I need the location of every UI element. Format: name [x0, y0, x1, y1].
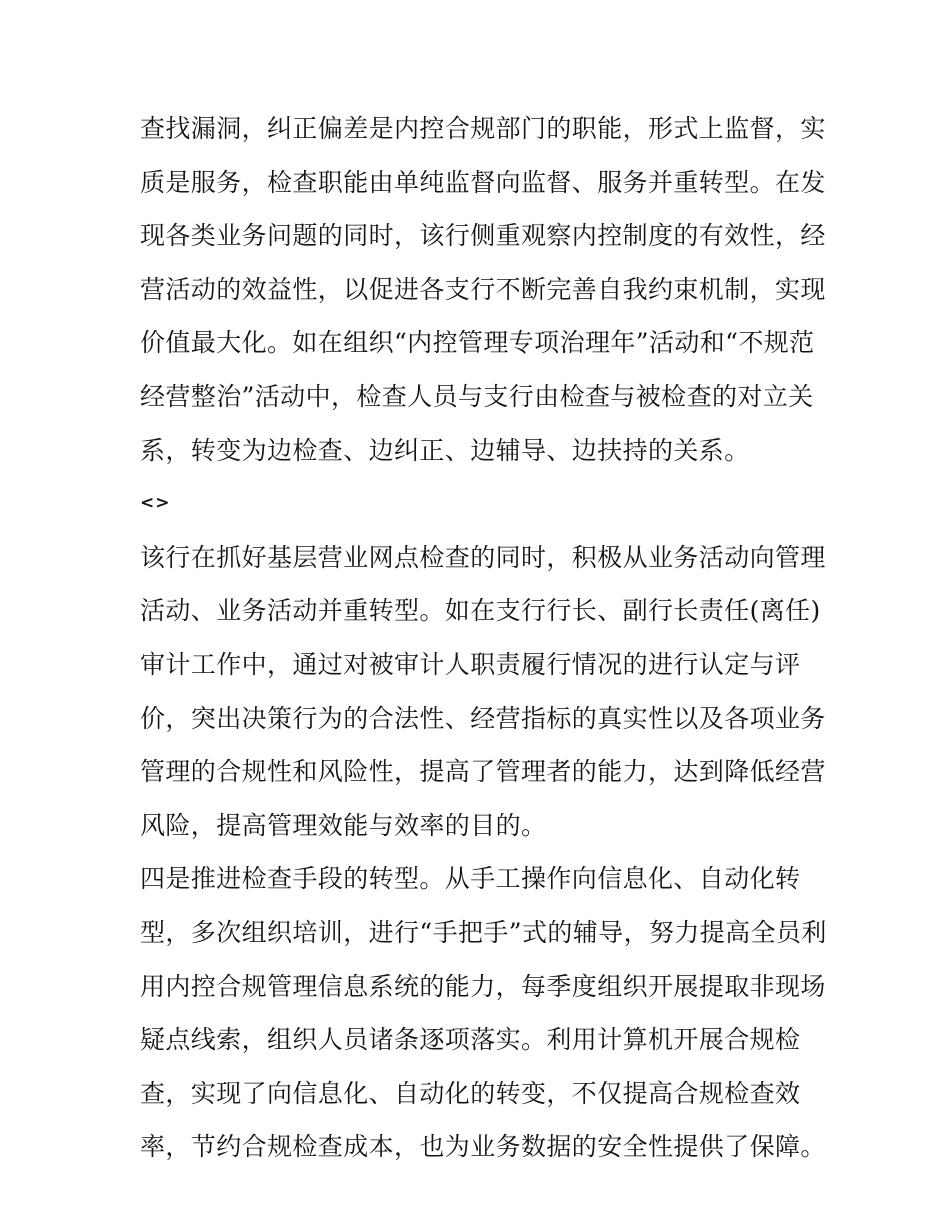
paragraph-review-function	[140, 102, 826, 477]
text-line: 价，突出决策行为的合法性、经营指标的真实性以及各项业务	[140, 703, 826, 733]
text-line: 型，多次组织培训，进行“手把手”式的辅导，努力提高全员利	[140, 917, 827, 947]
text-line: 率，节约合规检查成本，也为业务数据的安全性提供了保障。	[140, 1132, 826, 1162]
text-line: 价值最大化。如在组织“内控管理专项治理年”活动和“不规范	[140, 328, 815, 358]
text-line: 查，实现了向信息化、自动化的转变，不仅提高合规检查效	[140, 1078, 801, 1108]
text-line: 经营整治”活动中，检查人员与支行由检查与被检查的对立关	[140, 381, 814, 411]
text-line: 疑点线索，组织人员诸条逐项落实。利用计算机开展合规检	[140, 1025, 801, 1055]
text-line: 审计工作中，通过对被审计人职责履行情况的进行认定与评	[140, 649, 801, 679]
paragraph-inspection-methods	[140, 852, 827, 1174]
text-line: 营活动的效益性，以促进各支行不断完善自我约束机制，实现	[140, 274, 826, 304]
text-line: 质是服务，检查职能由单纯监督向监督、服务并重转型。在发	[140, 167, 826, 197]
text-line: 用内控合规管理信息系统的能力，每季度组织开展提取非现场	[140, 971, 826, 1001]
text-line: 风险，提高管理效能与效率的目的。	[140, 810, 547, 840]
text-line: 四是推进检查手段的转型。从手工操作向信息化、自动化转	[140, 864, 801, 894]
paragraph-management-audit	[140, 531, 826, 853]
text-line: 活动、业务活动并重转型。如在支行行长、副行长责任(离任)	[140, 596, 821, 626]
text-line: 现各类业务问题的同时，该行侧重观察内控制度的有效性，经	[140, 221, 826, 251]
document-body	[140, 102, 827, 1174]
text-line: 管理的合规性和风险性，提高了管理者的能力，达到降低经营	[140, 757, 826, 787]
text-line: 该行在抓好基层营业网点检查的同时，积极从业务活动向管理	[140, 542, 826, 572]
text-line: 查找漏洞，纠正偏差是内控合规部门的职能，形式上监督，实	[140, 114, 826, 143]
text-line: 系，转变为边检查、边纠正、边辅导、边扶持的关系。	[140, 435, 750, 465]
section-marker: <>	[140, 493, 171, 514]
